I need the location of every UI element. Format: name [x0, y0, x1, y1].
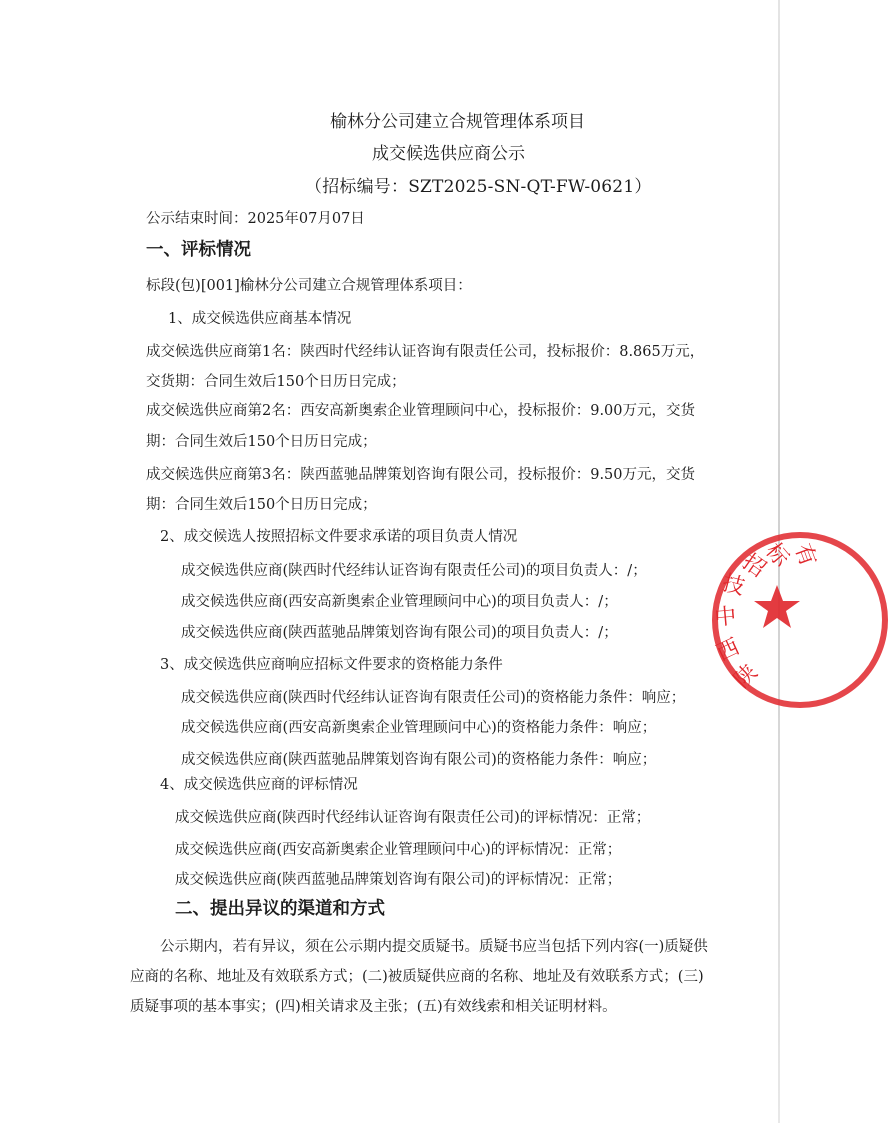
seal-char: 有 [789, 540, 821, 570]
qualification-item: 成交候选供应商(西安高新奥索企业管理顾问中心)的资格能力条件：响应； [181, 720, 657, 736]
seal-char: 招 [737, 549, 770, 583]
candidate-3-line-2: 期：合同生效后150个日历日完成； [146, 497, 377, 513]
candidate-2-line-2: 期：合同生效后150个日历日完成； [146, 434, 377, 450]
lot-description: 标段(包)[001]榆林分公司建立合规管理体系项目： [146, 278, 472, 294]
objection-paragraph-line-3: 质疑事项的基本事实；(四)相关请求及主张；(五)有效线索和相关证明材料。 [130, 999, 617, 1015]
seal-char: 陕 [729, 659, 763, 694]
tender-number: （招标编号：SZT2025-SN-QT-FW-0621） [305, 177, 652, 197]
seal-char: 技 [719, 570, 748, 601]
section-1-heading: 一、评标情况 [146, 240, 251, 260]
candidate-3-line-1: 成交候选供应商第3名：陕西蓝驰品牌策划咨询有限公司，投标报价：9.50万元，交货 [146, 467, 696, 483]
subsection-2-heading: 2、成交候选人按照招标文件要求承诺的项目负责人情况 [160, 529, 518, 545]
project-leader-item: 成交候选供应商(西安高新奥索企业管理顾问中心)的项目负责人：/； [181, 594, 618, 610]
project-leader-item: 成交候选供应商(陕西时代经纬认证咨询有限责任公司)的项目负责人：/； [181, 563, 647, 579]
objection-paragraph-line-1: 公示期内，若有异议，须在公示期内提交质疑书。质疑书应当包括下列内容(一)质疑供 [160, 939, 708, 955]
objection-paragraph-line-2: 应商的名称、地址及有效联系方式；(二)被质疑供应商的名称、地址及有效联系方式；(三) [130, 969, 704, 985]
document-title: 榆林分公司建立合规管理体系项目 [330, 112, 585, 132]
publicity-end-time: 公示结束时间：2025年07月07日 [146, 211, 365, 227]
document-subtitle: 成交候选供应商公示 [372, 144, 525, 164]
qualification-item: 成交候选供应商(陕西时代经纬认证咨询有限责任公司)的资格能力条件：响应； [181, 690, 686, 706]
candidate-2-line-1: 成交候选供应商第2名：西安高新奥索企业管理顾问中心，投标报价：9.00万元，交货 [146, 403, 696, 419]
candidate-1-line-1: 成交候选供应商第1名：陕西时代经纬认证咨询有限责任公司，投标报价：8.865万元， [146, 344, 705, 360]
seal-char: 标 [760, 538, 794, 572]
project-leader-item: 成交候选供应商(陕西蓝驰品牌策划咨询有限公司)的项目负责人：/； [181, 625, 618, 641]
company-seal [705, 525, 895, 715]
subsection-1-heading: 1、成交候选供应商基本情况 [168, 311, 352, 327]
evaluation-item: 成交候选供应商(西安高新奥索企业管理顾问中心)的评标情况：正常； [175, 842, 622, 858]
subsection-4-heading: 4、成交候选供应商的评标情况 [160, 777, 358, 793]
candidate-1-line-2: 交货期：合同生效后150个日历日完成； [146, 374, 406, 390]
qualification-item: 成交候选供应商(陕西蓝驰品牌策划咨询有限公司)的资格能力条件：响应； [181, 752, 657, 768]
seal-char: 中 [713, 604, 738, 631]
subsection-3-heading: 3、成交候选供应商响应招标文件要求的资格能力条件 [160, 657, 503, 673]
section-2-heading: 二、提出异议的渠道和方式 [175, 899, 385, 919]
evaluation-item: 成交候选供应商(陕西蓝驰品牌策划咨询有限公司)的评标情况：正常； [175, 872, 622, 888]
seal-star [754, 585, 800, 628]
seal-char: 西 [712, 634, 744, 667]
evaluation-item: 成交候选供应商(陕西时代经纬认证咨询有限责任公司)的评标情况：正常； [175, 810, 651, 826]
